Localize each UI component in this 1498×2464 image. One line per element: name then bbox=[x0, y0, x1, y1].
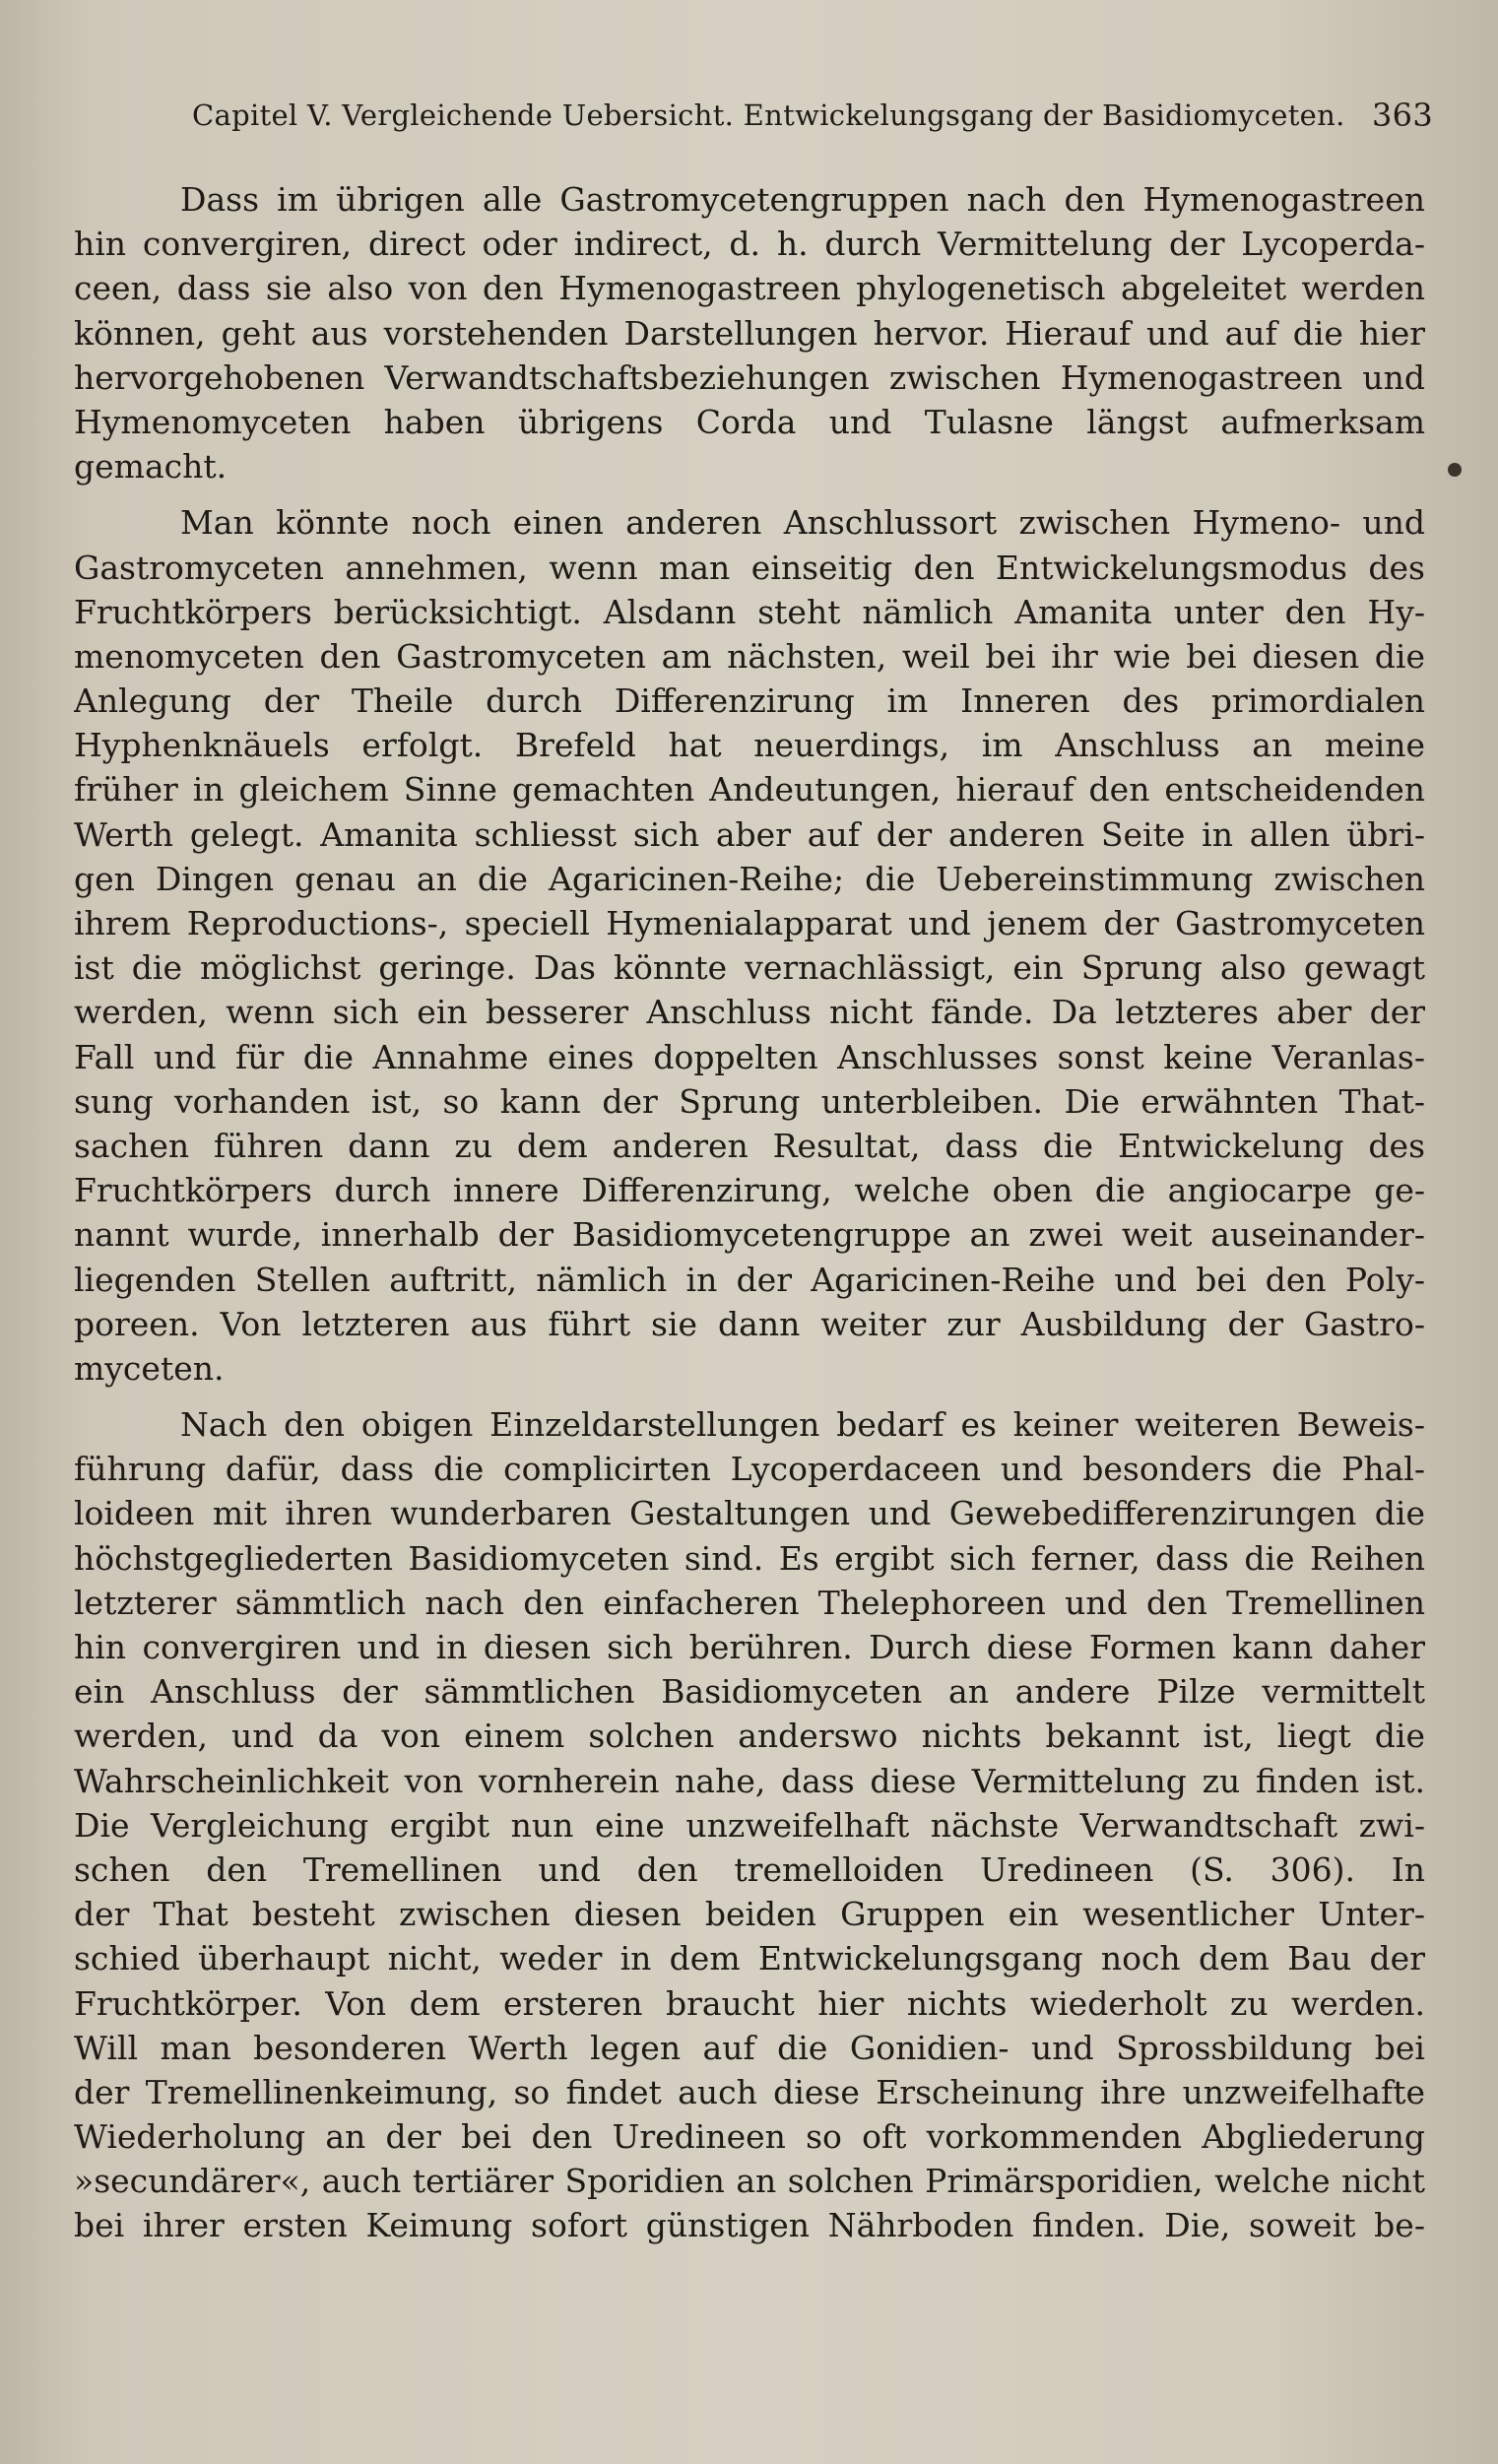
text-line: hin convergiren und in diesen sich berühren. Durch diese Formen kann daher bbox=[74, 1628, 1425, 1666]
text-line: Anlegung der Theile durch Differenzirung im Inneren des primordialen bbox=[74, 681, 1425, 721]
text-line: Fruchtkörper. Von dem ersteren braucht hier nichts wiederholt zu werden. bbox=[74, 1983, 1425, 2023]
text-line: Fall und für die Annahme eines doppelten Anschlusses sonst keine Veranlas- bbox=[74, 1037, 1425, 1076]
text-line: loideen mit ihren wunderbaren Gestaltungen und Gewebedifferenzirungen die bbox=[74, 1494, 1425, 1533]
text-line: hervorgehobenen Verwandtschaftsbeziehungen zwischen Hymenogastreen und bbox=[74, 357, 1425, 397]
paragraph bbox=[74, 1402, 1425, 2248]
text-line: ein Anschluss der sämmtlichen Basidiomyceten an andere Pilze vermittelt bbox=[74, 1672, 1425, 1712]
text-line: Fruchtkörpers durch innere Differenzirung, welche oben die angiocarpe ge- bbox=[74, 1171, 1425, 1210]
text-line: Die Vergleichung ergibt nun eine unzweifelhaft nächste Verwandtschaft zwi- bbox=[74, 1805, 1425, 1845]
text-line: Wiederholung an der bei den Uredineen so oft vorkommenden Abgliederung bbox=[74, 2117, 1425, 2157]
text-line: sung vorhanden ist, so kann der Sprung unterbleiben. Die erwähnten That- bbox=[74, 1081, 1425, 1121]
paragraph bbox=[74, 177, 1425, 488]
text-line: gemacht. bbox=[74, 447, 228, 486]
paragraph bbox=[74, 500, 1425, 1391]
text-line: bei ihrer ersten Keimung sofort günstigen Nährboden finden. Die, soweit be- bbox=[74, 2206, 1425, 2245]
text-line: ist die möglichst geringe. Das könnte vernachlässigt, ein Sprung also gewagt bbox=[74, 948, 1425, 988]
text-line: hin convergiren, direct oder indirect, d. h. durch Vermittelung der Lycoperda- bbox=[74, 225, 1425, 264]
body-text bbox=[74, 177, 1425, 2260]
text-line: nannt wurde, innerhalb der Basidiomycetengruppe an zwei weit auseinander- bbox=[74, 1215, 1425, 1255]
text-line: Gastromyceten annehmen, wenn man einseitig den Entwickelungsmodus des bbox=[74, 548, 1425, 587]
text-line: Wahrscheinlichkeit von vornherein nahe, dass diese Vermittelung zu finden ist. bbox=[74, 1761, 1425, 1800]
text-line: höchstgegliederten Basidiomyceten sind. Es ergibt sich ferner, dass die Reihen bbox=[74, 1538, 1425, 1578]
text-line: führung dafür, dass die complicirten Lycoperdaceen und besonders die Phal- bbox=[74, 1450, 1425, 1489]
text-line: werden, wenn sich ein besserer Anschluss nicht fände. Da letzteres aber der bbox=[74, 993, 1425, 1032]
text-line: Hyphenknäuels erfolgt. Brefeld hat neuerdings, im Anschluss an meine bbox=[74, 726, 1425, 765]
text-line: Werth gelegt. Amanita schliesst sich aber auf der anderen Seite in allen übri- bbox=[74, 814, 1425, 854]
text-line: liegenden Stellen auftritt, nämlich in der Agaricinen-Reihe und bei den Poly- bbox=[74, 1260, 1425, 1299]
text-line: schied überhaupt nicht, weder in dem Entwickelungsgang noch dem Bau der bbox=[74, 1939, 1425, 1978]
page-header bbox=[192, 87, 1433, 146]
ink-speck bbox=[1448, 463, 1462, 477]
text-line: können, geht aus vorstehenden Darstellungen hervor. Hierauf und auf die hier bbox=[74, 313, 1425, 353]
text-line: Dass im übrigen alle Gastromycetengruppen nach den Hymenogastreen bbox=[180, 180, 1425, 219]
text-line: gen Dingen genau an die Agaricinen-Reihe; die Uebereinstimmung zwischen bbox=[74, 859, 1425, 898]
text-line: sachen führen dann zu dem anderen Resultat, dass die Entwickelung des bbox=[74, 1126, 1425, 1165]
running-title: Capitel V. Vergleichende Uebersicht. Entwickelungsgang der Basidiomyceten. bbox=[192, 98, 1345, 132]
text-line: poreen. Von letzteren aus führt sie dann weiter zur Ausbildung der Gastro- bbox=[74, 1304, 1425, 1343]
text-line: letzterer sämmtlich nach den einfacheren Thelephoreen und den Tremellinen bbox=[74, 1583, 1425, 1622]
text-line: Will man besonderen Werth legen auf die Gonidien- und Sprossbildung bei bbox=[74, 2028, 1425, 2067]
text-line: schen den Tremellinen und den tremelloiden Uredineen (S. 306). In bbox=[74, 1849, 1425, 1889]
text-line: Man könnte noch einen anderen Anschlussort zwischen Hymeno- und bbox=[180, 503, 1425, 543]
text-line: »secundärer«, auch tertiärer Sporidien an solchen Primärsporidien, welche nicht bbox=[74, 2162, 1425, 2201]
text-line: ceen, dass sie also von den Hymenogastreen phylogenetisch abgeleitet werden bbox=[74, 269, 1425, 308]
text-line: der That besteht zwischen diesen beiden Gruppen ein wesentlicher Unter- bbox=[74, 1895, 1425, 1934]
text-line: menomyceten den Gastromyceten am nächsten, weil bei ihr wie bei diesen die bbox=[74, 636, 1425, 676]
text-line: werden, und da von einem solchen anderswo nichts bekannt ist, liegt die bbox=[74, 1717, 1425, 1756]
text-line: Fruchtkörpers berücksichtigt. Alsdann steht nämlich Amanita unter den Hy- bbox=[74, 592, 1425, 631]
text-line: der Tremellinenkeimung, so findet auch diese Erscheinung ihre unzweifelhafte bbox=[74, 2072, 1425, 2111]
text-line: Nach den obigen Einzeldarstellungen bedarf es keiner weiteren Beweis- bbox=[180, 1405, 1425, 1445]
text-line: myceten. bbox=[74, 1348, 225, 1388]
text-line: früher in gleichem Sinne gemachten Andeutungen, hierauf den entscheidenden bbox=[74, 770, 1425, 810]
text-line: ihrem Reproductions-, speciell Hymenialapparat und jenem der Gastromyceten bbox=[74, 904, 1425, 942]
page-number: 363 bbox=[1372, 97, 1433, 134]
text-line: Hymenomyceten haben übrigens Corda und Tulasne längst aufmerksam bbox=[74, 402, 1425, 441]
